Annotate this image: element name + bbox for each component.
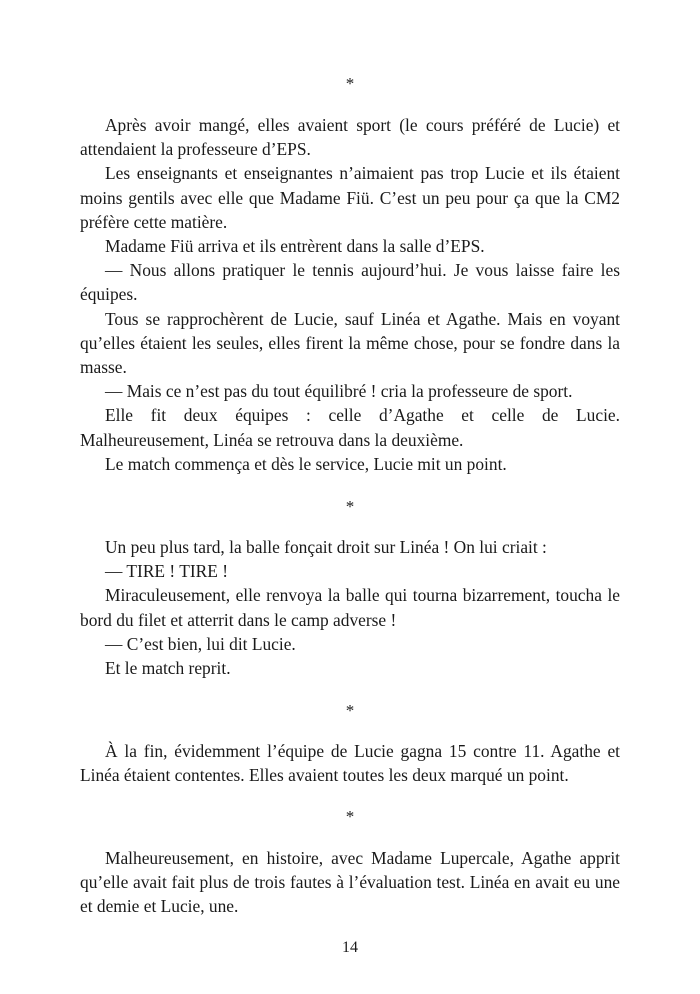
- dialogue-line: — Nous allons pratiquer le tennis aujourd’hui. Je vous laisse faire les équipes.: [80, 260, 620, 305]
- section-2: [80, 495, 620, 519]
- paragraph: Elle fit deux équipes : celle d’Agathe et celle de Lucie. Malheureusement, Linéa se retrouva dans la deuxième.: [80, 405, 620, 450]
- paragraph: Un peu plus tard, la balle fonçait droit sur Linéa ! On lui criait :: [105, 537, 547, 557]
- section-2-text: [80, 535, 620, 680]
- paragraph: Le match commença et dès le service, Lucie mit un point.: [105, 453, 507, 474]
- section-separator: *: [345, 497, 355, 516]
- section-1-text: [80, 113, 620, 476]
- paragraph: Madame Fiü arriva et ils entrèrent dans la salle d’EPS.: [105, 236, 485, 257]
- dialogue-line: — Mais ce n’est pas du tout équilibré ! cria la professeure de sport.: [105, 381, 573, 402]
- section-1: [80, 72, 620, 96]
- paragraph: Tous se rapprochèrent de Lucie, sauf Linéa et Agathe. Mais en voyant qu’elles étaient les seules, elles firent la même chose, pour se fondre dans la masse.: [80, 308, 620, 378]
- section-4-text: [80, 846, 620, 919]
- section-separator: *: [345, 701, 355, 720]
- paragraph: À la fin, évidemment l’équipe de Lucie gagna 15 contre 11. Agathe et Linéa étaient contentes. Elles avaient toutes les deux marqué un point.: [80, 741, 620, 786]
- section-separator: *: [345, 74, 355, 93]
- paragraph: Miraculeusement, elle renvoya la balle qui tourna bizarrement, toucha le bord du filet et atterrit dans le camp adverse !: [80, 585, 620, 630]
- paragraph: Les enseignants et enseignantes n’aimaient pas trop Lucie et ils étaient moins gentils avec elle que Madame Fiü. C’est un peu pour ça que la CM2 préfère cette matière.: [80, 163, 620, 232]
- paragraph: Malheureusement, en histoire, avec Madame Lupercale, Agathe apprit qu’elle avait fait plus de trois fautes à l’évaluation test. Linéa en avait eu une et demie et Lucie, une.: [80, 848, 620, 917]
- section-separator: *: [345, 807, 355, 826]
- paragraph: Et le match reprit.: [105, 658, 231, 679]
- dialogue-line: — C’est bien, lui dit Lucie.: [105, 633, 296, 654]
- dialogue-line: — TIRE ! TIRE !: [105, 561, 229, 582]
- page-number: 14: [342, 939, 358, 956]
- section-3: [80, 699, 620, 723]
- paragraph: Après avoir mangé, elles avaient sport (le cours préféré de Lucie) et attendaient la professeure d’EPS.: [80, 115, 620, 160]
- section-4: [80, 805, 620, 829]
- section-3-text: [80, 739, 620, 787]
